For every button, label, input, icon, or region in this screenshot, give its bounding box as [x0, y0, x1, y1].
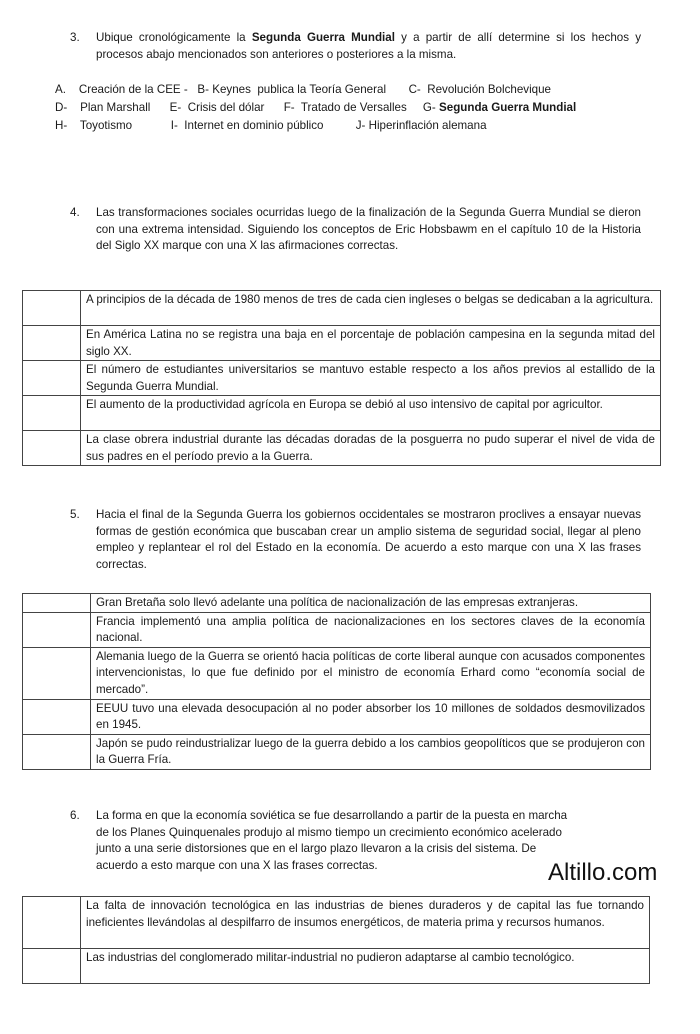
- table-row: [23, 612, 651, 647]
- question-text: Las transformaciones sociales ocurridas luego de la finalización de la Segunda Guerra Mundial se dieron con una extrema intensidad. Siguiendo los conceptos de Eric Hobsbawm en el capítulo 10 de la Historia del Siglo XX marque con una X las afirmaciones correctas.: [96, 206, 641, 252]
- question-text: Hacia el final de la Segunda Guerra los gobiernos occidentales se mostraron proclives a ensayar nuevas formas de gestión económica que buscaban crear un amplio sistema de seguridad social, llegar al pleno empleo y replantear el rol del Estado en la economía. De acuerdo a esto marque con una X las frases correctas.: [96, 508, 641, 571]
- checkbox-cell[interactable]: [23, 594, 91, 613]
- statement-cell: La falta de innovación tecnológica en las industrias de bienes duraderos y de capital las fue tornando ineficientes llevándolas al despilfarro de insumos energéticos, de materia prima y recursos humanos.: [81, 897, 650, 949]
- statement-cell: El aumento de la productividad agrícola en Europa se debió al uso intensivo de capital por agricultor.: [81, 396, 661, 431]
- table-row: [23, 431, 661, 466]
- checkbox-cell[interactable]: [23, 396, 81, 431]
- table-row: [23, 949, 650, 984]
- question-text: Ubique cronológicamente la Segunda Guerra Mundial y a partir de allí determine si los hechos y procesos abajo mencionados son anteriores o posteriores a la misma.: [96, 31, 641, 61]
- table-row: [23, 291, 661, 326]
- table-row: [23, 594, 651, 613]
- question-number: 6.: [70, 809, 80, 822]
- checkbox-cell[interactable]: [23, 734, 91, 769]
- table-row: [23, 361, 661, 396]
- question-number: 4.: [70, 206, 80, 219]
- statement-cell: EEUU tuvo una elevada desocupación al no poder absorber los 10 millones de soldados desmovilizados en 1945.: [91, 699, 651, 734]
- event-options: [55, 81, 576, 135]
- checkbox-cell[interactable]: [23, 431, 81, 466]
- checkbox-cell[interactable]: [23, 949, 81, 984]
- statement-cell: Francia implementó una amplia política de nacionalizaciones en los sectores claves de la economía nacional.: [91, 612, 651, 647]
- table-row: [23, 734, 651, 769]
- statement-cell: En América Latina no se registra una baja en el porcentaje de población campesina en la segunda mitad del siglo XX.: [81, 326, 661, 361]
- answer-table-q5: [22, 593, 651, 770]
- statement-cell: Alemania luego de la Guerra se orientó hacia políticas de corte liberal aunque con acusados componentes intervencionistas, lo que fue definido por el ministro de economía Erhard como “economía social de mercado”.: [91, 647, 651, 699]
- statement-cell: Gran Bretaña solo llevó adelante una política de nacionalización de las empresas extranjeras.: [91, 594, 651, 613]
- options-row: D- Plan Marshall E- Crisis del dólar F- Tratado de Versalles G- Segunda Guerra Mundial: [55, 101, 577, 114]
- statement-cell: La clase obrera industrial durante las décadas doradas de la posguerra no pudo superar el nivel de vida de sus padres en el período previo a la Guerra.: [81, 431, 661, 466]
- checkbox-cell[interactable]: [23, 326, 81, 361]
- question-5: [70, 507, 641, 573]
- question-number: 3.: [70, 31, 80, 44]
- answer-table-q6: [22, 896, 650, 984]
- checkbox-cell[interactable]: [23, 897, 81, 949]
- options-row: H- Toyotismo I- Internet en dominio público J- Hiperinflación alemana: [55, 119, 487, 132]
- checkbox-cell[interactable]: [23, 699, 91, 734]
- statement-cell: Japón se pudo reindustrializar luego de la guerra debido a los cambios geopolíticos que se produjeron con la Guerra Fría.: [91, 734, 651, 769]
- statement-cell: A principios de la década de 1980 menos de tres de cada cien ingleses o belgas se dedicaban a la agricultura.: [81, 291, 661, 326]
- table-row: [23, 647, 651, 699]
- table-row: [23, 699, 651, 734]
- statement-cell: El número de estudiantes universitarios se mantuvo estable respecto a los años previos al estallido de la Segunda Guerra Mundial.: [81, 361, 661, 396]
- table-row: [23, 326, 661, 361]
- checkbox-cell[interactable]: [23, 361, 81, 396]
- table-row: [23, 396, 661, 431]
- options-row: A. Creación de la CEE - B- Keynes publica la Teoría General C- Revolución Bolchevique: [55, 83, 551, 96]
- table-row: [23, 897, 650, 949]
- question-3: [70, 30, 641, 63]
- question-number: 5.: [70, 508, 80, 521]
- checkbox-cell[interactable]: [23, 291, 81, 326]
- answer-table-q4: [22, 290, 661, 466]
- checkbox-cell[interactable]: [23, 612, 91, 647]
- question-text: La forma en que la economía soviética se fue desarrollando a partir de la puesta en marcha de los Planes Quinquenales produjo al mismo tiempo un crecimiento económico acelerado junto a una serie distorsiones que en el largo plazo llevaron a la crisis del sistema. De acuerdo a esto marque con una X las frases correctas.: [96, 809, 568, 872]
- question-4: [70, 205, 641, 255]
- checkbox-cell[interactable]: [23, 647, 91, 699]
- watermark: Altillo.com: [548, 859, 658, 886]
- statement-cell: Las industrias del conglomerado militar-industrial no pudieron adaptarse al cambio tecnológico.: [81, 949, 650, 984]
